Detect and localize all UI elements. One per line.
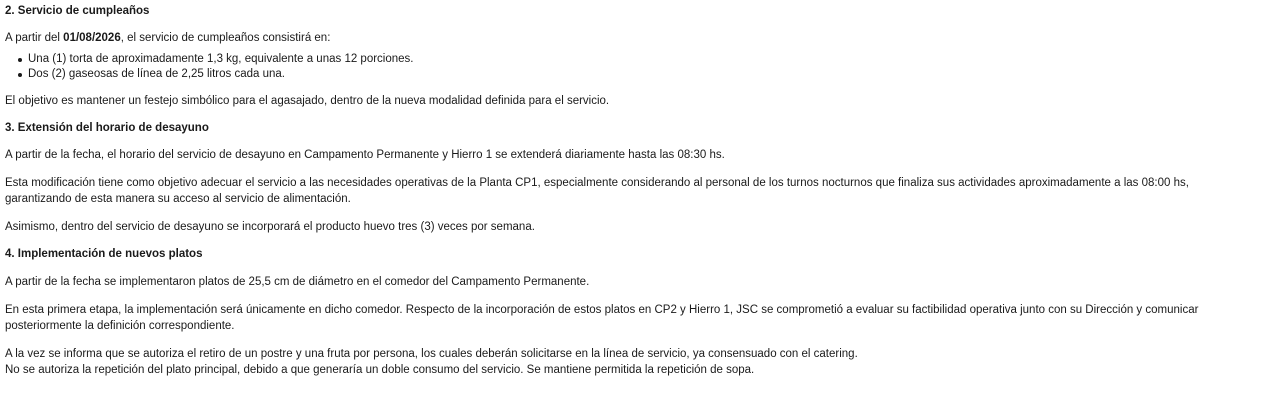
section-3-paragraph-1: A partir de la fecha, el horario del servicio de desayuno en Campamento Permanente y Hierro 1 se extenderá diariamente hasta las 08:30 hs. xyxy=(5,149,725,161)
section-4-heading: 4. Implementación de nuevos platos xyxy=(5,248,203,260)
section-2-closing: El objetivo es mantener un festejo simbólico para el agasajado, dentro de la nueva modalidad definida para el servicio. xyxy=(5,95,610,107)
section-4-paragraph-1: A partir de la fecha se implementaron platos de 25,5 cm de diámetro en el comedor del Campamento Permanente. xyxy=(5,276,590,288)
section-4-paragraph-3-line-1: A la vez se informa que se autoriza el retiro de un postre y una fruta por persona, los cuales deberán solicitarse en la línea de servicio, ya consensuado con el catering. xyxy=(5,348,858,360)
section-2-intro-before: A partir del xyxy=(5,32,64,44)
section-2-intro-date: 01/08/2026 xyxy=(63,32,121,44)
section-4-paragraph-2-line-1: En esta primera etapa, la implementación será únicamente en dicho comedor. Respecto de la incorporación de estos platos en CP2 y Hierro 1, JSC se comprometió a evaluar su factibilidad operativa junto con su Dirección y comunicar xyxy=(5,304,1199,316)
list-item: Dos (2) gaseosas de línea de 2,25 litros cada una. xyxy=(28,67,1274,82)
section-4-paragraph-2 xyxy=(5,302,1274,334)
section-2-intro-after: , el servicio de cumpleaños consistirá en: xyxy=(120,32,331,44)
section-2-heading: 2. Servicio de cumpleaños xyxy=(5,5,150,17)
section-3-paragraph-2-line-2: garantizando de esta manera su acceso al servicio de alimentación. xyxy=(5,193,351,205)
section-4-paragraph-3 xyxy=(5,346,1274,378)
section-3-paragraph-2-line-1: Esta modificación tiene como objetivo adecuar el servicio a las necesidades operativas de la Planta CP1, especialmente considerando al personal de los turnos nocturnos que finaliza sus actividades aproximadamente a las 08:00 hs, xyxy=(5,177,1189,189)
section-2-intro xyxy=(5,30,1274,46)
section-3-paragraph-3: Asimismo, dentro del servicio de desayuno se incorporará el producto huevo tres (3) veces por semana. xyxy=(5,221,535,233)
section-4-paragraph-3-line-2: No se autoriza la repetición del plato principal, debido a que generaría un doble consumo del servicio. Se mantiene permitida la repetición de sopa. xyxy=(5,364,755,376)
section-3-paragraph-2 xyxy=(5,175,1274,207)
section-4-paragraph-2-line-2: posteriormente la definición correspondiente. xyxy=(5,320,235,332)
list-item: Una (1) torta de aproximadamente 1,3 kg, equivalente a unas 12 porciones. xyxy=(28,52,1274,67)
section-3-heading: 3. Extensión del horario de desayuno xyxy=(5,122,209,134)
birthday-items-list xyxy=(5,52,1274,82)
